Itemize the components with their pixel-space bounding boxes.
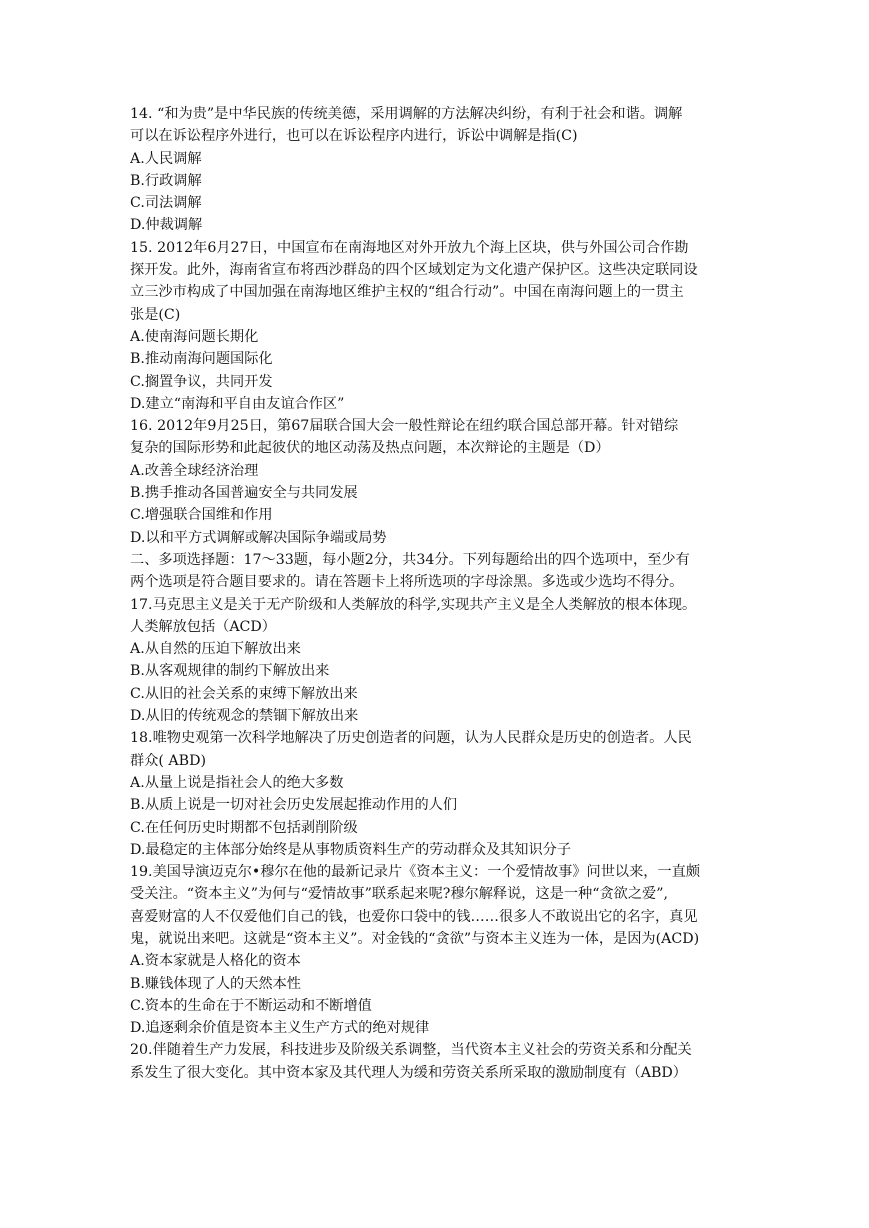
text-line: A.改善全球经济治理 (130, 462, 259, 479)
text-line: C.增强联合国维和作用 (130, 507, 273, 524)
text-line: 二、多项选择题：17～33题，每小题2分，共34分。下列每题给出的四个选项中，至少有 (130, 551, 690, 568)
text-line: 复杂的国际形势和此起彼伏的地区动荡及热点问题，本次辩论的主题是（D） (130, 440, 610, 457)
text-line: D.最稳定的主体部分始终是从事物质资料生产的劳动群众及其知识分子 (130, 841, 572, 858)
text-line: 17.马克思主义是关于无产阶级和人类解放的科学,实现共产主义是全人类解放的根本体现。 (130, 596, 697, 613)
text-line: B.从质上说是一切对社会历史发展起推动作用的人们 (130, 797, 458, 814)
text-line: C.从旧的社会关系的束缚下解放出来 (130, 685, 358, 702)
text-line: C.司法调解 (130, 195, 202, 212)
text-line: 20.伴随着生产力发展，科技进步及阶级关系调整，当代资本主义社会的劳资关系和分配关 (130, 1042, 692, 1059)
text-line: 两个选项是符合题目要求的。请在答题卡上将所选项的字母涂黑。多选或少选均不得分。 (130, 574, 684, 591)
text-line: 张是(C) (130, 306, 181, 323)
text-line: C.搁置争议，共同开发 (130, 373, 273, 390)
text-line: 群众( ABD) (130, 752, 207, 769)
text-line: D.追逐剩余价值是资本主义生产方式的绝对规律 (130, 1020, 430, 1037)
text-line: 18.唯物史观第一次科学地解决了历史创造者的问题，认为人民群众是历史的创造者。人民 (130, 730, 692, 747)
text-line: D.建立“南海和平自由友谊合作区” (130, 395, 345, 412)
text-line: D.从旧的传统观念的禁锢下解放出来 (130, 708, 359, 725)
text-line: A.从自然的压迫下解放出来 (130, 641, 301, 658)
text-line: D.仲裁调解 (130, 217, 203, 234)
text-line: 可以在诉讼程序外进行，也可以在诉讼程序内进行，诉讼中调解是指(C) (130, 128, 578, 145)
text-line: 受关注。“资本主义”为何与“爱情故事”联系起来呢?穆尔解释说，这是一种“贪欲之爱”, (130, 886, 669, 903)
text-line: D.以和平方式调解或解决国际争端或局势 (130, 529, 387, 546)
text-line: B.行政调解 (130, 172, 202, 189)
text-line: 15. 2012年6月27日，中国宣布在南海地区对外开放九个海上区块，供与外国公司合作勘 (130, 239, 689, 256)
text-line: 喜爱财富的人不仅爱他们自己的钱，也爱你口袋中的钱……很多人不敢说出它的名字，真见 (130, 908, 698, 925)
text-line: 立三沙市构成了中国加强在南海地区维护主权的“组合行动”。中国在南海问题上的一贯主 (130, 284, 684, 301)
text-line: B.赚钱体现了人的天然本性 (130, 975, 301, 992)
text-line: 16. 2012年9月25日，第67届联合国大会一般性辩论在纽约联合国总部开幕。针对错综 (130, 418, 679, 435)
text-line: 19.美国导演迈克尔•穆尔在他的最新记录片《资本主义：一个爱情故事》问世以来，一直颇 (130, 864, 701, 881)
text-line: 系发生了很大变化。其中资本家及其代理人为缓和劳资关系所采取的激励制度有（ABD） (130, 1064, 687, 1081)
text-line: 14. “和为贵”是中华民族的传统美德，采用调解的方法解决纠纷，有利于社会和谐。调解 (130, 106, 683, 122)
text-line: 探开发。此外，海南省宣布将西沙群岛的四个区域划定为文化遗产保护区。这些决定联同设 (130, 262, 698, 279)
text-line: 人类解放包括（ACD） (130, 618, 276, 635)
text-line: B.推动南海问题国际化 (130, 351, 273, 368)
text-line: A.人民调解 (130, 150, 202, 167)
text-line: A.资本家就是人格化的资本 (130, 953, 301, 970)
text-line: C.在任何历史时期都不包括剥削阶级 (130, 819, 358, 836)
document-page (130, 103, 770, 1084)
text-line: A.从量上说是指社会人的绝大多数 (130, 774, 344, 791)
text-line: B.携手推动各国普遍安全与共同发展 (130, 485, 358, 502)
text-line: A.使南海问题长期化 (130, 328, 259, 345)
text-line: 鬼，就说出来吧。这就是“资本主义”。对金钱的“贪欲”与资本主义连为一体，是因为(ACD) (130, 930, 700, 947)
text-line: C.资本的生命在于不断运动和不断增值 (130, 997, 372, 1014)
text-line: B.从客观规律的制约下解放出来 (130, 663, 330, 680)
